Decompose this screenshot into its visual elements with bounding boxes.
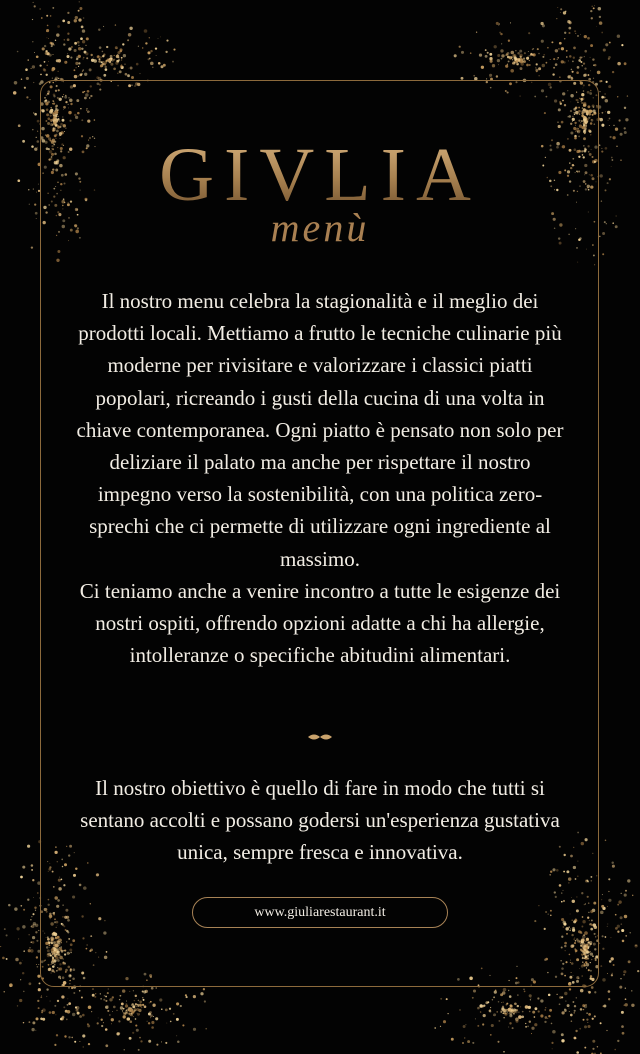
website-link[interactable]: www.giuliarestaurant.it <box>192 897 448 928</box>
intro-text <box>72 285 568 671</box>
intro-paragraph-1: Il nostro menu celebra la stagionalità e il meglio dei prodotti locali. Mettiamo a frutto le tecniche culinarie più moderne per rivisitare e valorizzare i classici piatti popolari, ricreando i gusti della cucina di una volta in chiave contemporanea. Ogni piatto è pensato non solo per deliziare il palato ma anche per rispettare il nostro impegno verso la sostenibilità, con una politica zero-sprechi che ci permette di utilizzare ogni ingrediente al massimo. <box>76 289 564 571</box>
ornament-divider <box>195 729 445 745</box>
menu-subtitle: menù <box>270 205 370 250</box>
intro-paragraph-2: Ci teniamo anche a venire incontro a tutte le esigenze dei nostri ospiti, offrendo opzioni adatte a chi ha allergie, intolleranze o specifiche abitudini alimentari. <box>79 578 561 668</box>
goal-text: Il nostro obiettivo è quello di fare in modo che tutti si sentano accolti e possano godersi un'esperienza gustativa unica, sempre fresca e innovativa. <box>80 776 560 864</box>
restaurant-logo: GIVLIA <box>0 135 640 215</box>
